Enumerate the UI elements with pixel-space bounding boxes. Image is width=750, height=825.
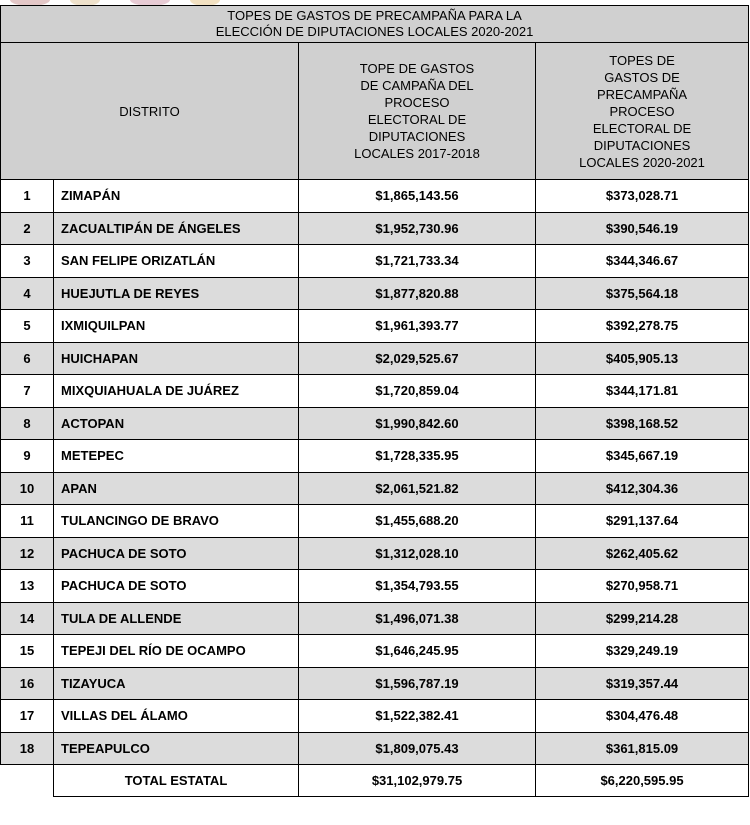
table-row [1,700,749,733]
expense-caps-table [0,5,749,797]
header-tope-2017 [299,43,536,180]
tope-2017-value: $1,877,820.88 [299,277,536,310]
tope-2020-value: $270,958.71 [536,570,749,603]
header-tope-2020-line: GASTOS DE [604,69,680,85]
tope-2020-value: $390,546.19 [536,212,749,245]
table-row [1,732,749,765]
header-tope-2020-line: PROCESO [609,103,675,119]
district-number: 7 [1,375,54,408]
district-number: 17 [1,700,54,733]
district-number: 11 [1,505,54,538]
total-tope-2017: $31,102,979.75 [299,765,536,797]
header-tope-2017-line: PROCESO [384,95,450,110]
total-label: TOTAL ESTATAL [54,765,299,797]
district-number: 4 [1,277,54,310]
district-number: 6 [1,342,54,375]
header-tope-2017-line: DE CAMPAÑA DEL [360,78,474,93]
table-title [1,6,749,43]
tope-2020-value: $319,357.44 [536,667,749,700]
tope-2020-value: $412,304.36 [536,472,749,505]
district-name: ZACUALTIPÁN DE ÁNGELES [54,212,299,245]
district-number: 2 [1,212,54,245]
tope-2020-value: $262,405.62 [536,537,749,570]
table-title-row [1,6,749,43]
tope-2017-value: $2,029,525.67 [299,342,536,375]
district-number: 15 [1,635,54,668]
tope-2020-value: $345,667.19 [536,440,749,473]
district-name: VILLAS DEL ÁLAMO [54,700,299,733]
district-name: IXMIQUILPAN [54,310,299,343]
district-name: TULA DE ALLENDE [54,602,299,635]
tope-2020-value: $329,249.19 [536,635,749,668]
district-number: 3 [1,245,54,278]
table-title-line1: TOPES DE GASTOS DE PRECAMPAÑA PARA LA [227,8,522,23]
table-row [1,407,749,440]
tope-2017-value: $1,455,688.20 [299,505,536,538]
tope-2017-value: $1,720,859.04 [299,375,536,408]
tope-2017-value: $1,496,071.38 [299,602,536,635]
table-row [1,570,749,603]
header-tope-2017-line: TOPE DE GASTOS [359,61,475,76]
tope-2017-value: $1,721,733.34 [299,245,536,278]
header-tope-2020-line: TOPES DE [609,52,675,68]
tope-2020-value: $398,168.52 [536,407,749,440]
district-number: 13 [1,570,54,603]
header-tope-2020 [536,43,749,180]
tope-2020-value: $375,564.18 [536,277,749,310]
table-row [1,342,749,375]
table-row [1,245,749,278]
district-name: TEPEJI DEL RÍO DE OCAMPO [54,635,299,668]
table-row [1,212,749,245]
tope-2017-value: $1,312,028.10 [299,537,536,570]
tope-2020-value: $304,476.48 [536,700,749,733]
district-name: HUICHAPAN [54,342,299,375]
tope-2020-value: $392,278.75 [536,310,749,343]
tope-2020-value: $405,905.13 [536,342,749,375]
district-number: 16 [1,667,54,700]
total-blank-cell [1,765,54,797]
table-title-line2: ELECCIÓN DE DIPUTACIONES LOCALES 2020-2021 [215,24,534,39]
district-name: TIZAYUCA [54,667,299,700]
header-distrito: DISTRITO [1,43,299,180]
header-tope-2020-line: ELECTORAL DE [592,120,692,136]
district-name: MIXQUIAHUALA DE JUÁREZ [54,375,299,408]
tope-2017-value: $1,961,393.77 [299,310,536,343]
header-tope-2017-line: LOCALES 2017-2018 [354,146,480,161]
district-number: 10 [1,472,54,505]
table-row [1,667,749,700]
tope-2020-value: $291,137.64 [536,505,749,538]
table-row [1,537,749,570]
district-name: TULANCINGO DE BRAVO [54,505,299,538]
table-row [1,602,749,635]
table-row [1,635,749,668]
district-name: ZIMAPÁN [54,180,299,213]
district-name: TEPEAPULCO [54,732,299,765]
district-name: APAN [54,472,299,505]
header-tope-2017-line: ELECTORAL DE [367,112,467,127]
tope-2017-value: $1,354,793.55 [299,570,536,603]
tope-2020-value: $361,815.09 [536,732,749,765]
tope-2020-value: $344,346.67 [536,245,749,278]
tope-2017-value: $1,865,143.56 [299,180,536,213]
tope-2020-value: $344,171.81 [536,375,749,408]
district-number: 5 [1,310,54,343]
tope-2017-value: $1,990,842.60 [299,407,536,440]
tope-2017-value: $1,522,382.41 [299,700,536,733]
total-tope-2020: $6,220,595.95 [536,765,749,797]
tope-2017-value: $1,952,730.96 [299,212,536,245]
district-name: METEPEC [54,440,299,473]
header-tope-2020-line: DIPUTACIONES [593,137,691,153]
district-number: 18 [1,732,54,765]
header-tope-2020-line: LOCALES 2020-2021 [579,154,705,170]
district-name: ACTOPAN [54,407,299,440]
district-name: PACHUCA DE SOTO [54,537,299,570]
district-number: 14 [1,602,54,635]
table-row [1,505,749,538]
tope-2017-value: $1,728,335.95 [299,440,536,473]
table-row [1,180,749,213]
tope-2017-value: $1,646,245.95 [299,635,536,668]
header-tope-2017-line: DIPUTACIONES [368,129,466,144]
tope-2020-value: $299,214.28 [536,602,749,635]
table-header-row [1,43,749,180]
district-number: 12 [1,537,54,570]
header-tope-2020-line: PRECAMPAÑA [596,86,688,102]
district-name: SAN FELIPE ORIZATLÁN [54,245,299,278]
district-name: HUEJUTLA DE REYES [54,277,299,310]
tope-2017-value: $1,596,787.19 [299,667,536,700]
district-number: 8 [1,407,54,440]
tope-2017-value: $1,809,075.43 [299,732,536,765]
district-number: 9 [1,440,54,473]
district-number: 1 [1,180,54,213]
table-row [1,472,749,505]
table-row [1,375,749,408]
table-row [1,440,749,473]
district-name: PACHUCA DE SOTO [54,570,299,603]
tope-2020-value: $373,028.71 [536,180,749,213]
table-row [1,310,749,343]
table-row [1,277,749,310]
tope-2017-value: $2,061,521.82 [299,472,536,505]
total-row [1,765,749,797]
